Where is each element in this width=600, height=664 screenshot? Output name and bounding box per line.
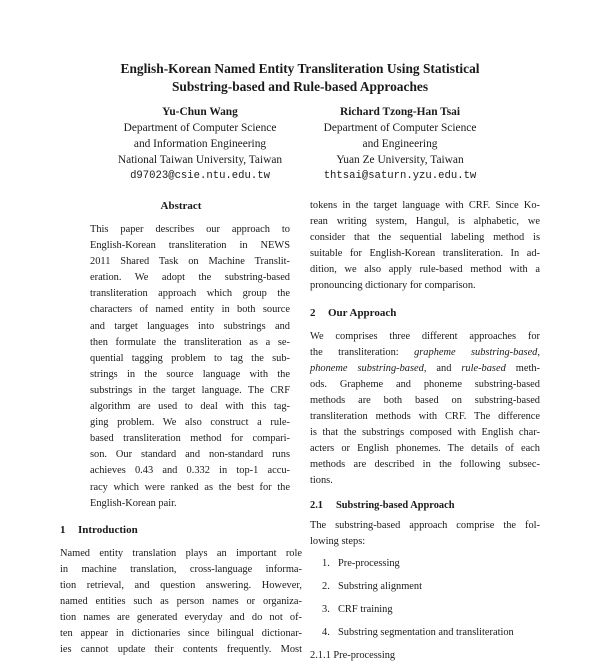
abstract-line: strings in the source language with the — [90, 368, 290, 380]
section-number: 2 — [310, 306, 316, 319]
body-line: ies cannot update their contents frequently. Most — [60, 644, 302, 656]
abstract-line: and target languages into substrings and — [90, 320, 290, 332]
abstract-line: 2011 Shared Task on Machine Translit- — [90, 256, 290, 268]
body-line-mixed — [310, 345, 540, 361]
list-item-label: Pre-processing — [338, 557, 400, 569]
italic-term: rule-based — [461, 362, 506, 374]
body-line: dition, we also apply rule-based method with a — [310, 264, 540, 276]
right-column — [310, 198, 540, 661]
body-line: pronouncing dictionary for comparison. — [310, 280, 476, 292]
author-block-1 — [100, 104, 300, 184]
list-item-label: CRF training — [338, 603, 393, 615]
list-item — [322, 579, 540, 595]
author-affiliation-line: Department of Computer Science — [123, 122, 277, 134]
body-line: named entities such as person names or organiza- — [60, 595, 302, 607]
italic-term: grapheme substring-based — [414, 346, 538, 358]
left-column — [60, 198, 302, 664]
list-item — [322, 556, 540, 572]
abstract-line: quential tagging problem to tag the sub- — [90, 352, 290, 364]
cut-off-subsubsection-heading: 2.1.1 Pre-processing — [310, 649, 396, 661]
substring-paragraph — [310, 518, 540, 550]
body-line: We comprises three different approaches for — [310, 330, 540, 342]
abstract-line: characters of named entity in both source — [90, 304, 290, 316]
list-item — [322, 602, 540, 618]
author-affiliation-line: Department of Computer Science — [323, 122, 477, 134]
author-name: Richard Tzong-Han Tsai — [339, 106, 461, 118]
subsection-title: Substring-based Approach — [336, 499, 455, 511]
author-affiliation-line: National Taiwan University, Taiwan — [117, 154, 283, 166]
body-line: methods are described in the following subsec- — [310, 459, 540, 471]
introduction-paragraph — [60, 546, 302, 659]
subsection-heading-substring-based — [310, 498, 540, 514]
section-heading-our-approach — [310, 305, 540, 321]
body-line: consider that the sequential labeling method is — [310, 232, 540, 244]
author-affiliation-line: and Engineering — [362, 138, 438, 150]
body-line: suitable for English-Korean transliteration. In ad- — [310, 248, 540, 260]
body-line: tion retrieval, and question answering. However, — [60, 579, 302, 591]
abstract-line: ging problem. We also construct a rule- — [90, 417, 290, 429]
author-email: d97023@csie.ntu.edu.tw — [130, 170, 270, 182]
body-line: acters or English phonemes. The details of each — [310, 443, 540, 455]
abstract-line: based transliteration method for compari- — [90, 433, 290, 445]
abstract-line: substrings in the target language. The CRF — [90, 384, 290, 396]
paper-title — [60, 60, 540, 96]
abstract-line: This paper describes our approach to — [90, 224, 290, 235]
text-run: , — [537, 346, 540, 358]
abstract-heading: Abstract — [160, 200, 202, 212]
title-line-2: Substring-based and Rule-based Approaches — [171, 79, 429, 94]
body-line: rean writing system, Hangul, is alphabetic, we — [310, 216, 540, 228]
body-line: methods are both based on substring-based — [310, 394, 540, 406]
body-line: in machine translation, cross-language informa- — [60, 563, 302, 575]
list-item-label: Substring segmentation and transliteration — [338, 626, 514, 638]
abstract-line: achieves 0.43 and 0.332 in top-1 accu- — [90, 465, 290, 477]
body-line: lowing steps: — [310, 535, 366, 547]
abstract-line: English-Korean transliteration in NEWS — [90, 240, 290, 252]
body-line: is that the substrings composed with English char- — [310, 427, 540, 439]
body-line: Named entity translation plays an important role — [60, 547, 302, 559]
author-affiliation-line: Yuan Ze University, Taiwan — [336, 154, 464, 166]
list-item-number: 3. — [322, 603, 330, 615]
steps-list — [310, 556, 540, 641]
body-line: tion names are generated everyday and do not of- — [60, 612, 302, 624]
section-number: 1 — [60, 523, 66, 536]
body-line: The substring-based approach comprise the fol- — [310, 519, 540, 531]
body-line: tokens in the target language with CRF. Since Ko- — [310, 200, 540, 211]
title-line-1: English-Korean Named Entity Transliteration Using Statistical — [120, 61, 480, 76]
abstract-line: son. Our standard and non-standard runs — [90, 449, 290, 461]
body-line-mixed — [310, 361, 540, 377]
abstract-body — [60, 222, 302, 512]
section-title: Introduction — [78, 523, 138, 536]
body-line: transliteration methods with CRF. The difference — [310, 411, 540, 423]
list-item — [322, 625, 540, 641]
abstract-line: then formulate the transliteration as a se- — [90, 336, 290, 348]
intro-continuation-paragraph — [310, 198, 540, 295]
italic-term: phoneme substring-based — [310, 362, 424, 374]
text-run: the transliteration: — [310, 346, 399, 358]
author-affiliation-line: and Information Engineering — [133, 138, 267, 150]
author-block-2 — [300, 104, 500, 184]
list-item-number: 1. — [322, 557, 330, 569]
author-name: Yu-Chun Wang — [162, 106, 238, 118]
list-item-number: 4. — [322, 626, 330, 638]
section-heading-introduction — [60, 522, 302, 538]
body-line: ods. Grapheme and phoneme substring-based — [310, 378, 540, 390]
section-title: Our Approach — [328, 306, 397, 319]
list-item-number: 2. — [322, 580, 330, 592]
text-run: meth- — [515, 362, 540, 374]
abstract-line: racy which were ranked as the best for the — [90, 481, 290, 493]
abstract-line: eration. We adopt the substring-based — [90, 272, 290, 284]
abstract-line: transliteration approach which group the — [90, 288, 290, 300]
subsection-number: 2.1 — [310, 499, 323, 511]
list-item-label: Substring alignment — [338, 580, 422, 592]
author-email: thtsai@saturn.yzu.edu.tw — [323, 170, 477, 182]
abstract-line: English-Korean pair. — [90, 497, 177, 509]
text-run: , and — [423, 362, 452, 374]
body-line: ten appear in dictionaries since bilingual dictionar- — [60, 628, 302, 640]
approach-paragraph — [310, 329, 540, 490]
body-line: tions. — [310, 475, 333, 487]
abstract-line: algorithm are used to deal with this tag- — [90, 401, 290, 413]
